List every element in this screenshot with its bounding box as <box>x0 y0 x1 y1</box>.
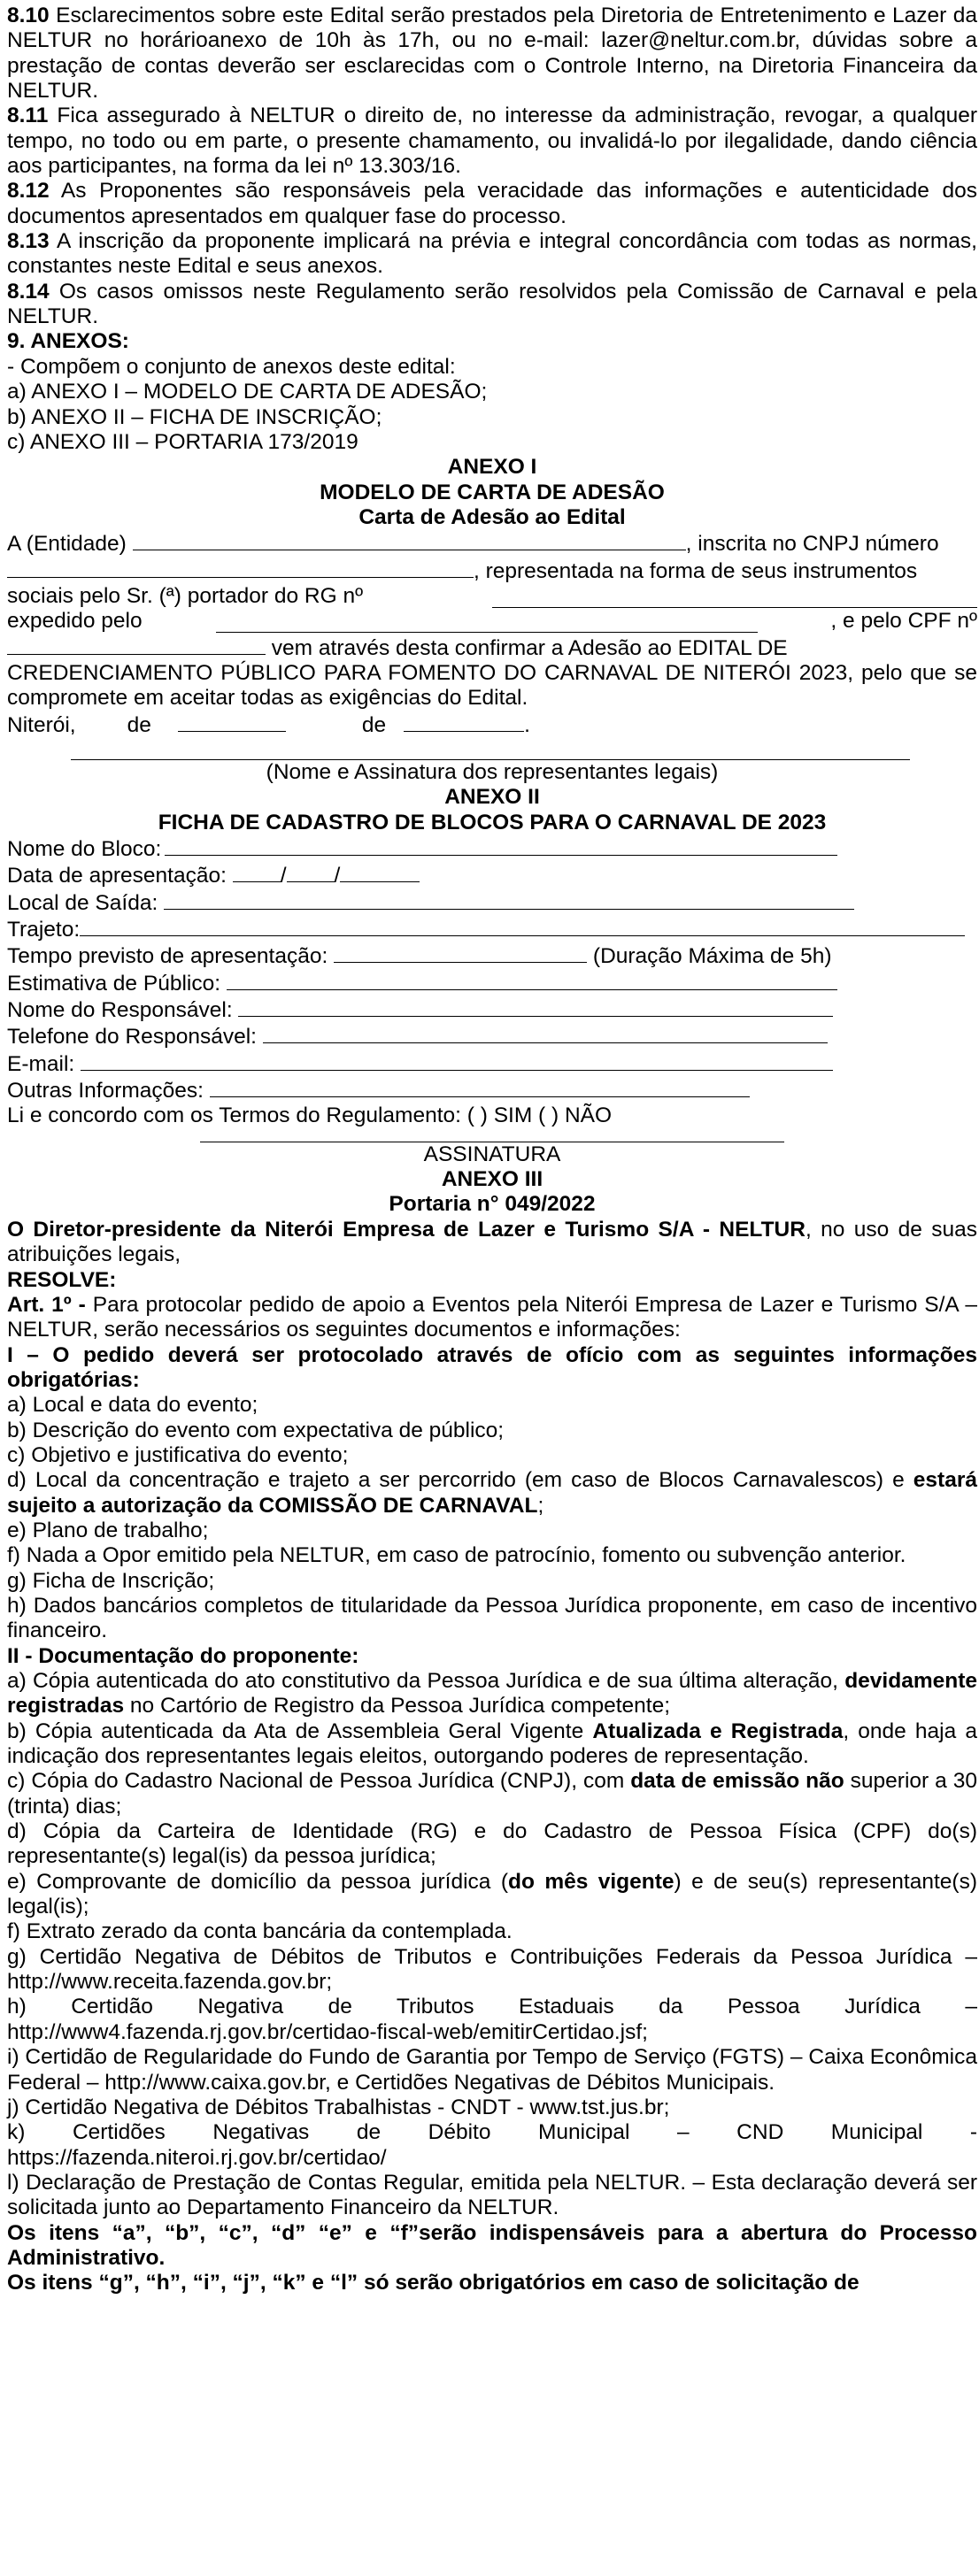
letter-line-edital: CREDENCIAMENTO PÚBLICO PARA FOMENTO DO CARNAVAL DE NITERÓI 2023, pelo que se compromete em aceitar todas as exigências do Edital. <box>7 660 977 711</box>
field-responsible-name: Nome do Responsável: <box>7 996 977 1023</box>
signature-line <box>200 1129 784 1142</box>
section-9-intro: - Compõem o conjunto de anexos deste edital: <box>7 354 456 379</box>
annex-list-item: c) ANEXO III – PORTARIA 173/2019 <box>7 429 358 454</box>
annex-2-title: ANEXO II <box>444 785 540 810</box>
list-item: g) Certidão Negativa de Débitos de Tributos e Contribuições Federais da Pessoa Jurídica – http://www.receita.fazenda.gov.br; <box>7 1944 977 1995</box>
signature-label: ASSINATURA <box>423 1142 561 1166</box>
annex-3-title: ANEXO III <box>441 1167 543 1192</box>
article-1: Art. 1º - Para protocolar pedido de apoio a Eventos pela Niterói Empresa de Lazer e Turismo S/A – NELTUR, serão necessários os seguintes documentos e informações: <box>7 1292 977 1342</box>
list-item: c) Objetivo e justificativa do evento; <box>7 1442 349 1467</box>
clause-8-11: 8.11 Fica assegurado à NELTUR o direito de, no interesse da administração, revogar, a qualquer tempo, no todo ou em parte, o presente chamamento, ou invalidá-lo por ilegalidade, dando ciência aos participantes, na forma da lei nº 13.303/16. <box>7 104 977 179</box>
signature-line <box>71 745 910 760</box>
annex-list-item: a) ANEXO I – MODELO DE CARTA DE ADESÃO; <box>7 380 488 404</box>
annex-1-subtitle: MODELO DE CARTA DE ADESÃO <box>320 480 665 504</box>
annex-1-title: ANEXO I <box>447 455 537 480</box>
field-duration: Tempo previsto de apresentação: (Duração Máxima de 5h) <box>7 944 832 969</box>
list-item: b) Cópia autenticada da Ata de Assembleia Geral Vigente Atualizada e Registrada, onde haja a indicação dos representantes legais eleitos, outorgando poderes de representação. <box>7 1719 977 1769</box>
section-i-heading: I – O pedido deverá ser protocolado através de ofício com as seguintes informações obrigatórias: <box>7 1342 977 1392</box>
clause-8-10: 8.10 Esclarecimentos sobre este Edital serão prestados pela Diretoria de Entretenimento e Lazer da NELTUR no horárioanexo de 10h às 17h, ou no e-mail: lazer@neltur.com.br, dúvidas sobre a prestação de contas deverão ser esclarecidas com o Controle Interno, na Diretoria Financeira da NELTUR. <box>7 4 977 104</box>
note-required-items: Os itens “a”, “b”, “c”, “d” “e” e “f”serão indispensáveis para a abertura do Processo Administrativo. <box>7 2220 977 2270</box>
section-9-heading: 9. ANEXOS: <box>7 329 129 354</box>
letter-line-rg: sociais pelo Sr. (ª) portador do RG nº <box>7 584 977 609</box>
field-responsible-phone: Telefone do Responsável: <box>7 1023 977 1050</box>
list-item: a) Local e data do evento; <box>7 1393 258 1418</box>
field-route: Trajeto: <box>7 916 977 942</box>
list-item: k) Certidões Negativas de Débito Municipal – CND Municipal - https://fazenda.niteroi.rj.gov.br/certidao/ <box>7 2120 977 2170</box>
portaria-number: Portaria n° 049/2022 <box>389 1192 596 1217</box>
list-item: d) Local da concentração e trajeto a ser percorrido (em caso de Blocos Carnavalescos) e estará sujeito a autorização da COMISSÃO DE CARNAVAL; <box>7 1468 977 1518</box>
list-item: f) Nada a Opor emitido pela NELTUR, em caso de patrocínio, fomento ou subvenção anterior. <box>7 1543 906 1568</box>
annex-list-item: b) ANEXO II – FICHA DE INSCRIÇÃO; <box>7 404 382 429</box>
clause-8-12: 8.12 As Proponentes são responsáveis pela veracidade das informações e autenticidade dos documentos apresentados em qualquer fase do processo. <box>7 179 977 228</box>
list-item: j) Certidão Negativa de Débitos Trabalhistas - CNDT - www.tst.jus.br; <box>7 2095 670 2119</box>
list-item: b) Descrição do evento com expectativa de público; <box>7 1418 505 1442</box>
letter-line-issuer: expedido pelo , e pelo CPF nº <box>7 609 977 634</box>
list-item: e) Comprovante de domicílio da pessoa jurídica (do mês vigente) e de seu(s) representante(s) legal(is); <box>7 1869 977 1919</box>
field-audience: Estimativa de Público: <box>7 970 977 996</box>
list-item: g) Ficha de Inscrição; <box>7 1568 215 1593</box>
field-block-name: Nome do Bloco: <box>7 835 977 862</box>
list-item: h) Certidão Negativa de Tributos Estaduais da Pessoa Jurídica – http://www4.fazenda.rj.gov.br/certidao-fiscal-web/emitirCertidao.jsf; <box>7 1995 977 2044</box>
resolve-heading: RESOLVE: <box>7 1267 117 1292</box>
list-item: l) Declaração de Prestação de Contas Regular, emitida pela NELTUR. – Esta declaração deverá ser solicitada junto ao Departamento Financeiro da NELTUR. <box>7 2170 977 2220</box>
annex-1-letter-title: Carta de Adesão ao Edital <box>358 504 626 529</box>
list-item: c) Cópia do Cadastro Nacional de Pessoa Jurídica (CNPJ), com data de emissão não superior a 30 (trinta) dias; <box>7 1769 977 1819</box>
field-other-info: Outras Informações: <box>7 1077 977 1103</box>
clause-8-13: 8.13 A inscrição da proponente implicará na prévia e integral concordância com todas as normas, constantes neste Edital e seus anexos. <box>7 229 977 279</box>
portaria-intro: O Diretor-presidente da Niterói Empresa de Lazer e Turismo S/A - NELTUR, no uso de suas atribuições legais, <box>7 1217 978 1267</box>
field-start-location: Local de Saída: <box>7 889 977 916</box>
signature-caption: (Nome e Assinatura dos representantes legais) <box>266 759 719 784</box>
field-terms-agreement: Li e concordo com os Termos do Regulamento: ( ) SIM ( ) NÃO <box>7 1103 613 1128</box>
list-item: a) Cópia autenticada do ato constitutivo da Pessoa Jurídica e de sua última alteração, devidamente registradas no Cartório de Registro da Pessoa Jurídica competente; <box>7 1669 977 1719</box>
note-optional-items: Os itens “g”, “h”, “i”, “j”, “k” e “l” só serão obrigatórios em caso de solicitação de <box>7 2271 860 2295</box>
letter-date-line: Niterói, de de . <box>7 712 530 737</box>
list-item: i) Certidão de Regularidade do Fundo de Garantia por Tempo de Serviço (FGTS) – Caixa Econômica Federal – http://www.caixa.gov.br, e Certidões Negativas de Débitos Municipais. <box>7 2045 977 2095</box>
clause-8-14: 8.14 Os casos omissos neste Regulamento serão resolvidos pela Comissão de Carnaval e pela NELTUR. <box>7 279 977 329</box>
annex-2-subtitle: FICHA DE CADASTRO DE BLOCOS PARA O CARNAVAL DE 2023 <box>158 810 827 834</box>
section-ii-heading: II - Documentação do proponente: <box>7 1643 359 1668</box>
list-item: d) Cópia da Carteira de Identidade (RG) e do Cadastro de Pessoa Física (CPF) do(s) representante(s) legal(is) da pessoa jurídica; <box>7 1819 977 1869</box>
letter-line-representation: , representada na forma de seus instrumentos <box>7 557 977 584</box>
field-email: E-mail: <box>7 1050 977 1077</box>
document-page <box>7 4 977 2296</box>
letter-line-entity: A (Entidade) , inscrita no CNPJ número <box>7 532 939 557</box>
list-item: f) Extrato zerado da conta bancária da contemplada. <box>7 1919 513 1944</box>
letter-line-confirm: vem através desta confirmar a Adesão ao EDITAL DE <box>7 634 977 661</box>
list-item: h) Dados bancários completos de titularidade da Pessoa Jurídica proponente, em caso de incentivo financeiro. <box>7 1593 977 1643</box>
list-item: e) Plano de trabalho; <box>7 1518 209 1542</box>
field-date: Data de apresentação: / / <box>7 862 977 888</box>
